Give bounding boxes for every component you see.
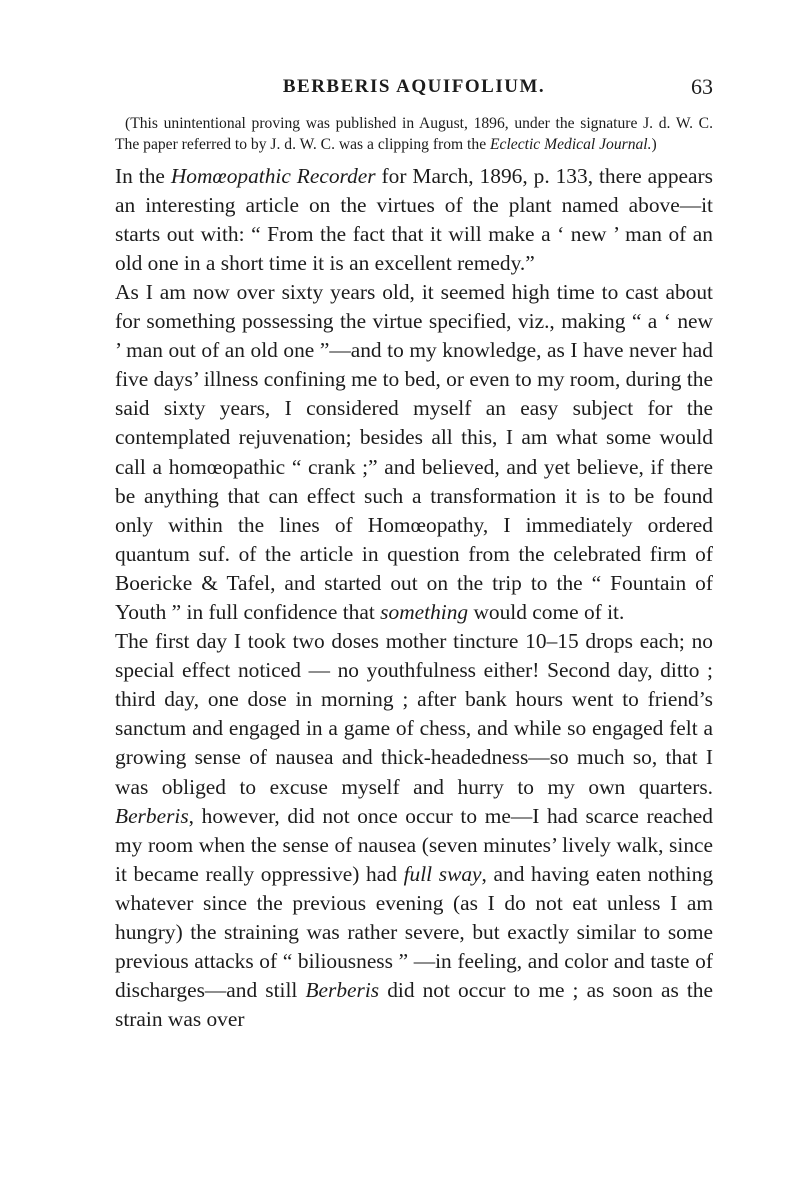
note-journal-title: Eclectic Medical Journal. bbox=[490, 135, 652, 153]
paragraph-2-italic-something: something bbox=[380, 600, 469, 624]
editorial-note bbox=[115, 114, 713, 156]
paragraph-2 bbox=[115, 278, 713, 627]
paragraph-1-recorder-title: Homœopathic Recorder bbox=[170, 163, 376, 188]
paragraph-3-italic-berberis-2: Berberis bbox=[305, 978, 380, 1003]
paragraph-3-italic-berberis: Berberis bbox=[115, 803, 189, 828]
paragraph-3-text-c: , however, did not once occur to me—I had scarce reached my room when the sense of nausea (seven minutes’ lively walk, since it became really oppressive) had bbox=[115, 803, 713, 886]
note-text-2: ) bbox=[651, 135, 657, 153]
paragraph-3-italic-full-sway: full sway bbox=[403, 861, 482, 886]
paragraph-3-text-e: , and having eaten nothing whatever since the previous evening (as I do not eat unless I am hungry) the straining was rather severe, but exactly similar to some previous attacks of “ biliousness ” —in feeling, and color and taste of discharges—and still bbox=[115, 861, 714, 1003]
paragraph-3-text-g: did not occur to me ; as soon as the strain was over bbox=[115, 978, 713, 1032]
running-head bbox=[115, 76, 713, 104]
page-number: 63 bbox=[691, 74, 713, 99]
paragraph-2-text-a: As I am now over sixty years old, it seemed high time to cast about for something possessing the virtue specified, viz., making “ a ‘ new ’ man out of an old one ”—and to my knowledge, as I have never had five days’ illness confining me to bed, or even to my room, during the said sixty years, I considered myself an easy subject for the contemplated rejuvenation; besides all this, I am what some would call a homœopathic “ crank ;” and believed, and yet believe, if there be anything that can effect such a transformation it is to be found only within the lines of Homœopathy, I immediately ordered quantum suf. of the article in question from the celebrated firm of Boericke & Tafel, and started out on the trip to the “ Fountain of Youth ” in full confidence that bbox=[115, 279, 713, 624]
paragraph-1-text-a: In the bbox=[115, 163, 171, 188]
note-text-1: (This unintentional proving was published in August, 1896, under the signature J. d. W. C. The paper referred to by J. d. W. C. was a clipping from the bbox=[115, 115, 713, 153]
paragraph-3 bbox=[115, 627, 713, 1034]
paragraph-1 bbox=[115, 162, 713, 278]
body-text bbox=[115, 114, 713, 1034]
paragraph-2-text-c: would come of it. bbox=[468, 600, 625, 624]
running-title: BERBERIS AQUIFOLIUM. bbox=[282, 76, 546, 97]
paragraph-1-text-c: for March, 1896, p. 133, there appears an interesting article on the virtues of the plant named above—it starts out with: “ From the fact that it will make a ‘ new ’ man of an old one in a short time it is an excellent remedy.” bbox=[115, 163, 713, 275]
paragraph-3-text-a: The first day I took two doses mother tincture 10–15 drops each; no special effect noticed — no youthfulness either! Second day, ditto ; third day, one dose in morning ; after bank hours went to friend’s sanctum and engaged in a game of chess, and while so engaged felt a growing sense of nausea and thick-headedness—so much so, that I was obliged to excuse myself and hurry to my own quarters. bbox=[115, 629, 713, 799]
